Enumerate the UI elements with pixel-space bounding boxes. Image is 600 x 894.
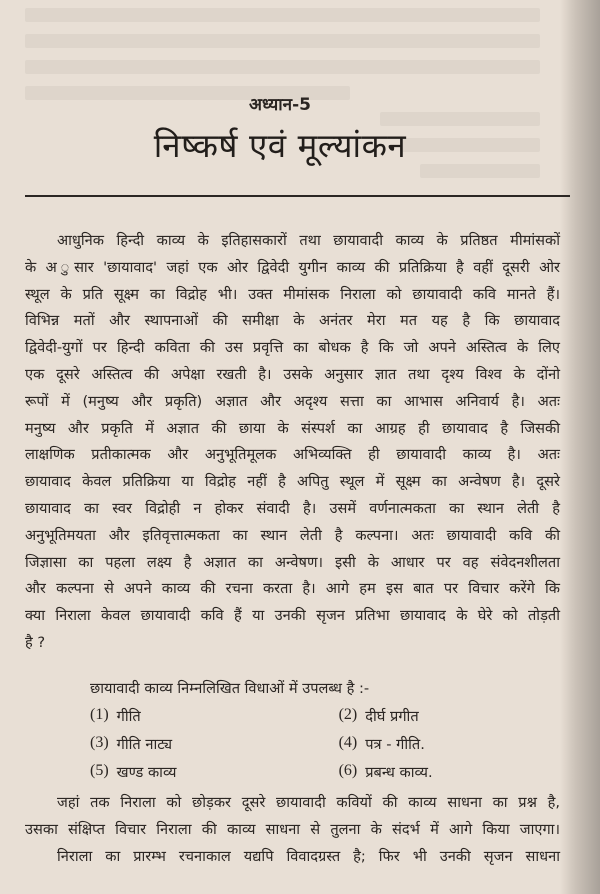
text-line: आधुनिक हिन्दी काव्य के इतिहासकारों तथा छायावादी काव्य के प्रतिष्ठत मीमांसकों bbox=[57, 232, 560, 249]
list-row bbox=[90, 702, 510, 730]
bleed-through-line bbox=[25, 8, 540, 22]
text-line: जिज्ञासा का पहला लक्ष्य है अज्ञात का अन्वेषण। इसी के आधार पर वह संवेदनशीलता bbox=[25, 553, 560, 571]
item-label: प्रबन्ध काव्य. bbox=[365, 764, 433, 781]
genre-list bbox=[90, 702, 510, 786]
text-line: क्या निराला केवल छायावादी कवि हैं या उनकी सृजन प्रतिभा छायावाद के घेरे को तोड़ती bbox=[25, 607, 560, 625]
list-item bbox=[90, 762, 339, 782]
title-divider bbox=[25, 195, 570, 197]
list-item bbox=[339, 706, 510, 726]
item-label: खण्ड काव्य bbox=[116, 764, 177, 781]
item-number: (1) bbox=[90, 706, 109, 723]
text-line: अनुभूतिमयता और इतिवृत्तात्मकता का स्थान लेती है कल्पना। अतः छायावादी कवि की bbox=[25, 526, 560, 544]
item-number: (6) bbox=[338, 762, 358, 779]
text-line: छायावाद केवल प्रतिक्रिया या विद्रोह नहीं है अपितु स्थूल में सूक्ष्म का अन्वेषण है। दूसरे bbox=[25, 473, 560, 491]
paragraph-1 bbox=[25, 228, 560, 657]
paragraph-3-line: निराला का प्रारम्भ रचनाकाल यद्यपि विवादग्रस्त है; फिर भी उनकी सृजन साधना bbox=[57, 847, 560, 865]
item-number: (2) bbox=[338, 706, 358, 723]
list-item bbox=[90, 706, 339, 726]
text-line: है ? bbox=[25, 633, 46, 651]
item-label: पत्र - गीति. bbox=[365, 736, 425, 753]
text-line: उसका संक्षिप्त विचार निराला की काव्य साधना से तुलना के संदर्भ में आगे किया जाएगा। bbox=[25, 820, 560, 838]
item-number: (4) bbox=[338, 734, 358, 751]
text-line: रूपों में (मनुष्य और प्रकृति) अज्ञात और अदृश्य सत्ता का आभास अनिवार्य है। अतः bbox=[25, 392, 560, 410]
text-line: छायावाद का स्वर विद्रोही न होकर संवादी है। उसमें वर्णनात्मकता का स्थान लेती है bbox=[25, 499, 560, 517]
item-number: (5) bbox=[90, 762, 109, 779]
item-label: गीति bbox=[116, 708, 141, 725]
bleed-through-line bbox=[25, 34, 540, 48]
list-row bbox=[90, 758, 510, 786]
text-line: एक दूसरे अस्तित्व की अपेक्षा रखती है। उसके अनुसार ज्ञात तथा दृश्य विश्व के दोंनो bbox=[25, 365, 560, 383]
text-line: जहां तक निराला को छोड़कर दूसरे छायावादी कवियों की काव्य साधना का प्रश्न है, bbox=[57, 794, 560, 811]
text-line: लाक्षणिक प्रतीकात्मक और अनुभूतिमूलक अभिव्यक्ति ही छायावादी काव्य है। अतः bbox=[25, 446, 560, 464]
chapter-label: अध्यान-5 bbox=[249, 95, 311, 115]
list-row bbox=[90, 730, 510, 758]
list-item bbox=[339, 762, 510, 782]
text-line: और कल्पना से अपने काव्य की रचना करता है। आगे हम इस बात पर विचार करेंगे कि bbox=[25, 580, 560, 598]
list-intro: छायावादी काव्य निम्नलिखित विधाओं में उपलब्ध है :- bbox=[90, 680, 370, 697]
item-label: दीर्घ प्रगीत bbox=[365, 708, 419, 725]
text-line: विभिन्न मतों और स्थापनाओं की समीक्षा के अनंतर मेरा मत यह है कि छायावाद bbox=[25, 312, 560, 330]
item-label: गीति नाट्य bbox=[116, 736, 173, 753]
list-item bbox=[339, 734, 510, 754]
text-line: स्थूल के प्रति सूक्ष्म का विद्रोह भी। उक्त मीमांसक निराला को छायावादी कवि मानते हैं। bbox=[25, 285, 560, 303]
chapter-title: निष्कर्ष एवं मूल्यांकन bbox=[153, 126, 407, 165]
item-number: (3) bbox=[90, 734, 109, 751]
paragraph-2 bbox=[25, 790, 560, 870]
bleed-through-line bbox=[25, 60, 540, 74]
text-line: के अ ुसार 'छायावाद' जहां एक ओर द्विवेदी युगीन काव्य की प्रतिक्रिया है वहीं दूसरी ओर bbox=[25, 258, 560, 276]
text-line: मनुष्य और प्रकृति में अज्ञात की छाया के संस्पर्श का आग्रह ही छायावाद है जिसकी bbox=[25, 419, 560, 437]
list-item bbox=[90, 734, 339, 754]
text-line: द्विवेदी-युगों पर हिन्दी कविता की उस प्रवृत्ति का बोधक है कि जो अपने अस्तित्व के लिए bbox=[25, 339, 560, 357]
